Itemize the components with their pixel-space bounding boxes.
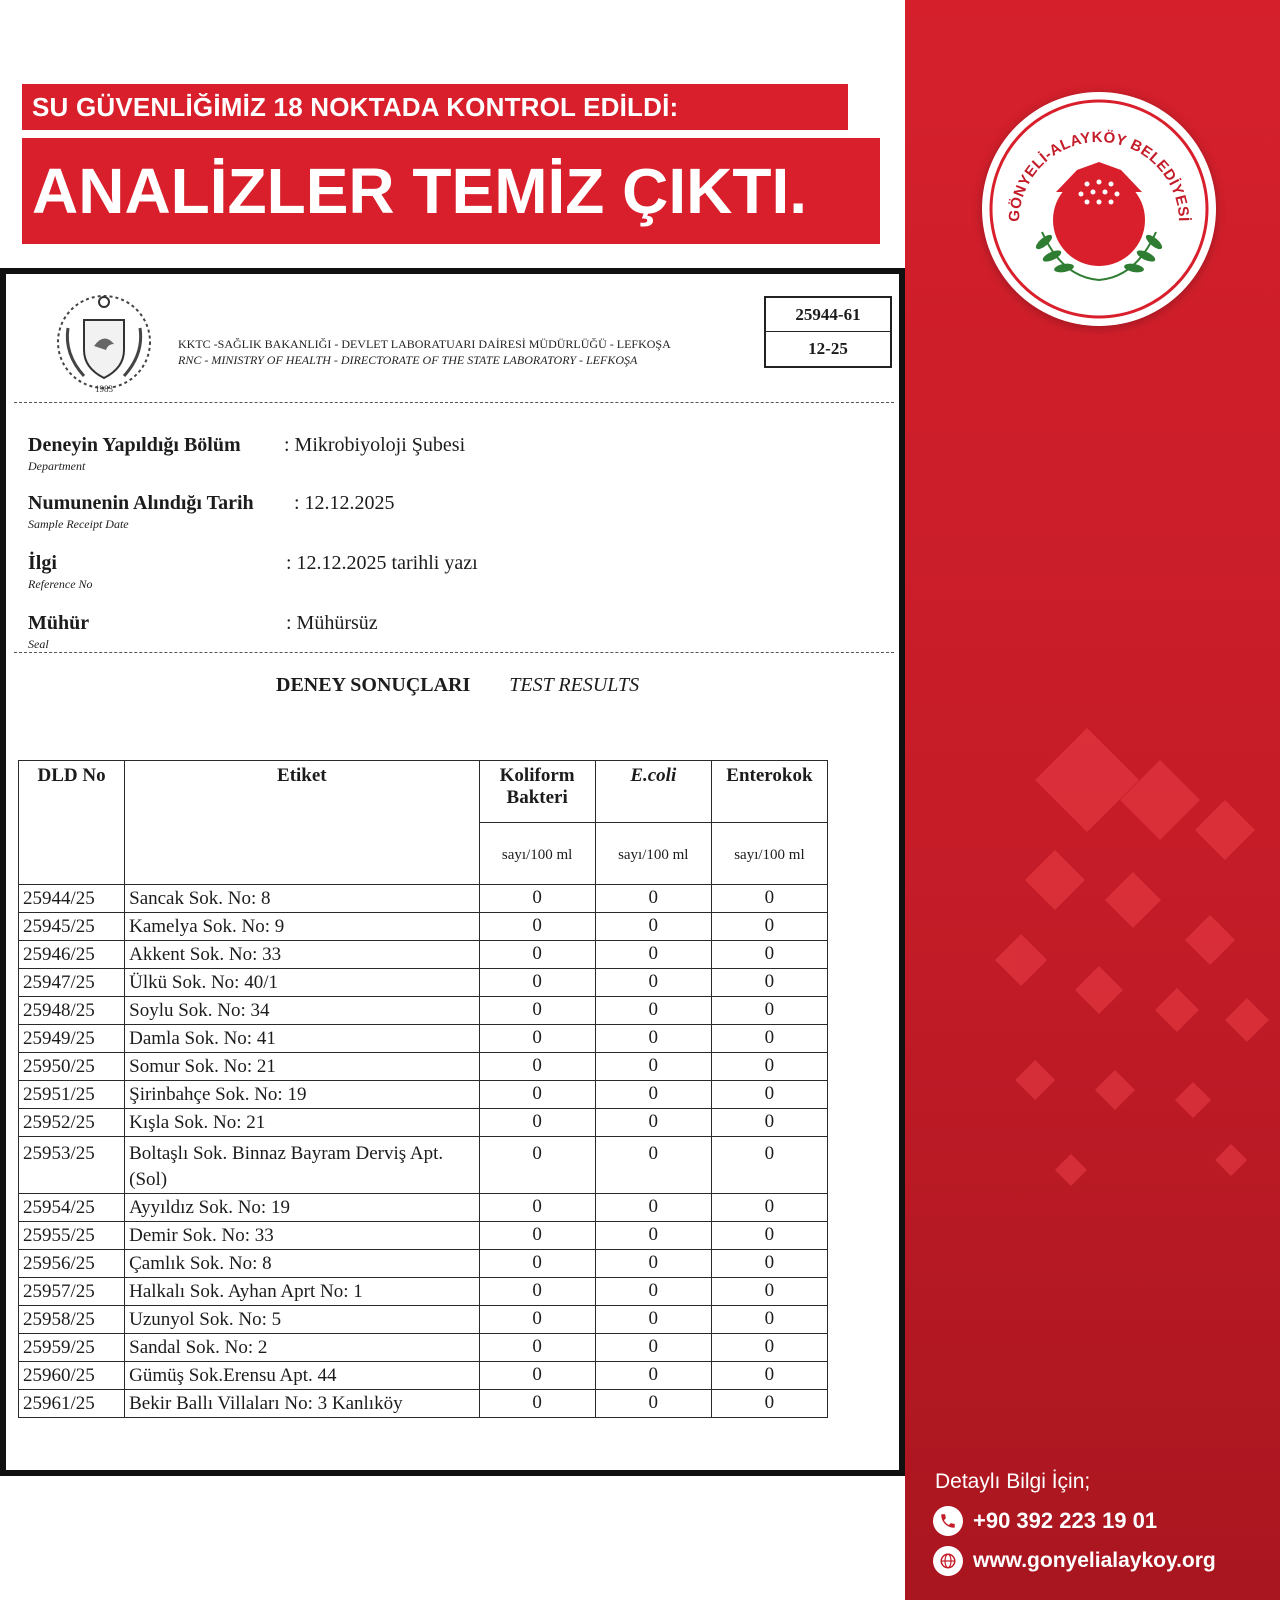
column-header-etiket: Etiket [125,761,479,885]
results-title [276,674,639,697]
koliform-cell: 0 [479,1053,595,1081]
dld-number-cell: 25956/25 [19,1250,125,1278]
phone-number[interactable]: +90 392 223 19 01 [973,1508,1158,1533]
table-row [19,1362,828,1390]
ecoli-cell: 0 [595,1109,711,1137]
koliform-cell: 0 [479,1194,595,1222]
ecoli-cell: 0 [595,1334,711,1362]
etiket-cell: Sancak Sok. No: 8 [125,885,479,913]
etiket-cell: Demir Sok. No: 33 [125,1222,479,1250]
field-department [28,434,241,474]
enterokok-cell: 0 [711,1278,827,1306]
enterokok-cell: 0 [711,1250,827,1278]
enterokok-cell: 0 [711,1081,827,1109]
field-reference [28,552,93,592]
field-sublabel: Sample Receipt Date [28,517,129,531]
field-sublabel: Department [28,459,86,473]
koliform-cell: 0 [479,1081,595,1109]
table-row [19,1390,828,1418]
contact-title: Detaylı Bilgi İçin; [935,1470,1091,1493]
table-row [19,969,828,997]
ecoli-cell: 0 [595,885,711,913]
ecoli-cell: 0 [595,1053,711,1081]
column-header-ecoli [595,761,711,823]
unit-ecoli: sayı/100 ml [595,823,711,885]
unit-koliform: sayı/100 ml [479,823,595,885]
etiket-cell: Halkalı Sok. Ayhan Aprt No: 1 [125,1278,479,1306]
ecoli-cell: 0 [595,1137,711,1194]
etiket-cell: Uzunyol Sok. No: 5 [125,1306,479,1334]
table-row [19,1334,828,1362]
ecoli-cell: 0 [595,1194,711,1222]
enterokok-cell: 0 [711,1137,827,1194]
field-value-department: : Mikrobiyoloji Şubesi [284,434,466,456]
table-row [19,885,828,913]
field-sublabel: Seal [28,637,49,651]
ref-code: 25944-61 [766,298,890,332]
koliform-cell: 0 [479,1362,595,1390]
etiket-cell: Gümüş Sok.Erensu Apt. 44 [125,1362,479,1390]
ecoli-cell: 0 [595,913,711,941]
table-row [19,1278,828,1306]
koliform-cell: 0 [479,969,595,997]
field-sublabel: Reference No [28,577,93,591]
dld-number-cell: 25947/25 [19,969,125,997]
dld-number-cell: 25960/25 [19,1362,125,1390]
municipality-side-panel [905,0,1280,1600]
dld-number-cell: 25949/25 [19,1025,125,1053]
koliform-cell: 0 [479,913,595,941]
dld-number-cell: 25959/25 [19,1334,125,1362]
ecoli-cell: 0 [595,1081,711,1109]
koliform-cell: 0 [479,997,595,1025]
reference-box [764,296,892,368]
etiket-cell: Soylu Sok. No: 34 [125,997,479,1025]
etiket-cell: Akkent Sok. No: 33 [125,941,479,969]
dld-number-cell: 25951/25 [19,1081,125,1109]
table-row [19,1194,828,1222]
enterokok-cell: 0 [711,997,827,1025]
column-header-enterokok: Enterokok [711,761,827,823]
table-row [19,1306,828,1334]
table-row [19,1109,828,1137]
dld-number-cell: 25957/25 [19,1278,125,1306]
ministry-name-en: RNC - MINISTRY OF HEALTH - DIRECTORATE OF THE STATE LABORATORY - LEFKOŞA [178,353,638,367]
ecoli-cell: 0 [595,1250,711,1278]
enterokok-cell: 0 [711,1053,827,1081]
municipality-seal-icon [982,92,1216,326]
table-header-row [19,761,828,823]
table-row [19,1081,828,1109]
table-row [19,1053,828,1081]
enterokok-cell: 0 [711,969,827,997]
koliform-cell: 0 [479,1306,595,1334]
ecoli-cell: 0 [595,1362,711,1390]
headline-line-2: ANALİZLER TEMİZ ÇIKTI. [22,138,880,244]
enterokok-cell: 0 [711,885,827,913]
etiket-cell: Ülkü Sok. No: 40/1 [125,969,479,997]
results-table-body [19,885,828,1418]
dld-number-cell: 25958/25 [19,1306,125,1334]
enterokok-cell: 0 [711,1362,827,1390]
ref-date: 12-25 [808,339,848,358]
table-row [19,913,828,941]
dld-number-cell: 25946/25 [19,941,125,969]
koliform-cell: 0 [479,1250,595,1278]
etiket-cell: Somur Sok. No: 21 [125,1053,479,1081]
table-row [19,1137,828,1194]
enterokok-cell: 0 [711,913,827,941]
phone-icon [933,1506,963,1536]
table-row [19,997,828,1025]
koliform-cell: 0 [479,1390,595,1418]
table-row [19,1222,828,1250]
field-sample-date [28,492,254,532]
header-divider [14,402,894,403]
svg-text:1983: 1983 [95,384,113,394]
ecoli-cell: 0 [595,1278,711,1306]
ecoli-cell: 0 [595,1390,711,1418]
table-row [19,1025,828,1053]
etiket-cell: Şirinbahçe Sok. No: 19 [125,1081,479,1109]
globe-icon [933,1546,963,1576]
enterokok-cell: 0 [711,1222,827,1250]
enterokok-cell: 0 [711,1025,827,1053]
enterokok-cell: 0 [711,1334,827,1362]
column-header-koliform: Koliform Bakteri [479,761,595,823]
etiket-cell: Kamelya Sok. No: 9 [125,913,479,941]
etiket-cell: Boltaşlı Sok. Binnaz Bayram Derviş Apt. (Sol) [125,1137,479,1194]
column-header-dld-no: DLD No [19,761,125,885]
unit-enterokok: sayı/100 ml [711,823,827,885]
dld-number-cell: 25948/25 [19,997,125,1025]
dld-number-cell: 25953/25 [19,1137,125,1194]
dld-number-cell: 25954/25 [19,1194,125,1222]
field-label: Numunenin Alındığı Tarih [28,492,254,514]
enterokok-cell: 0 [711,941,827,969]
phone-contact[interactable] [933,1506,1157,1536]
koliform-cell: 0 [479,1109,595,1137]
field-seal [28,612,89,652]
etiket-cell: Çamlık Sok. No: 8 [125,1250,479,1278]
koliform-cell: 0 [479,1222,595,1250]
table-row [19,941,828,969]
koliform-cell: 0 [479,1137,595,1194]
enterokok-cell: 0 [711,1306,827,1334]
enterokok-cell: 0 [711,1390,827,1418]
state-crest-icon [50,288,158,396]
koliform-cell: 0 [479,1334,595,1362]
etiket-cell: Damla Sok. No: 41 [125,1025,479,1053]
dld-number-cell: 25945/25 [19,913,125,941]
field-value-seal: : Mühürsüz [286,612,378,634]
field-value-reference: : 12.12.2025 tarihli yazı [286,552,478,574]
field-label: Mühür [28,612,90,634]
ecoli-cell: 0 [595,997,711,1025]
enterokok-cell: 0 [711,1194,827,1222]
etiket-cell: Bekir Ballı Villaları No: 3 Kanlıköy [125,1390,479,1418]
etiket-cell: Sandal Sok. No: 2 [125,1334,479,1362]
field-label: İlgi [28,552,57,574]
dld-number-cell: 25955/25 [19,1222,125,1250]
dld-number-cell: 25950/25 [19,1053,125,1081]
koliform-cell: 0 [479,941,595,969]
dld-number-cell: 25961/25 [19,1390,125,1418]
fields-divider [14,652,894,653]
table-row [19,1250,828,1278]
ecoli-label: E.coli [630,765,677,786]
koliform-cell: 0 [479,885,595,913]
municipality-seal [982,92,1216,326]
website-url[interactable]: www.gonyelialaykoy.org [973,1549,1216,1572]
field-label: Deneyin Yapıldığı Bölüm [28,434,241,456]
dld-number-cell: 25952/25 [19,1109,125,1137]
enterokok-cell: 0 [711,1109,827,1137]
headline-line-1: SU GÜVENLİĞİMİZ 18 NOKTADA KONTROL EDİLDİ: [22,84,848,130]
koliform-cell: 0 [479,1278,595,1306]
ministry-header [178,336,671,368]
ecoli-cell: 0 [595,969,711,997]
website-contact[interactable] [933,1546,1216,1576]
ecoli-cell: 0 [595,1025,711,1053]
etiket-cell: Ayyıldız Sok. No: 19 [125,1194,479,1222]
ecoli-cell: 0 [595,1222,711,1250]
results-title-tr: DENEY SONUÇLARI [276,674,471,696]
lab-report-document [0,268,905,1476]
results-table [18,760,828,1418]
ecoli-cell: 0 [595,1306,711,1334]
koliform-cell: 0 [479,1025,595,1053]
seal-text: GÖNYELİ-ALAYKÖY BELEDİYESİ [1005,128,1193,223]
field-value-sample-date: : 12.12.2025 [294,492,395,514]
ministry-name-tr: KKTC -SAĞLIK BAKANLIĞI - DEVLET LABORATUARI DAİRESİ MÜDÜRLÜĞÜ - LEFKOŞA [178,337,671,351]
dld-number-cell: 25944/25 [19,885,125,913]
etiket-cell: Kışla Sok. No: 21 [125,1109,479,1137]
results-title-en: TEST RESULTS [509,674,640,696]
ecoli-cell: 0 [595,941,711,969]
